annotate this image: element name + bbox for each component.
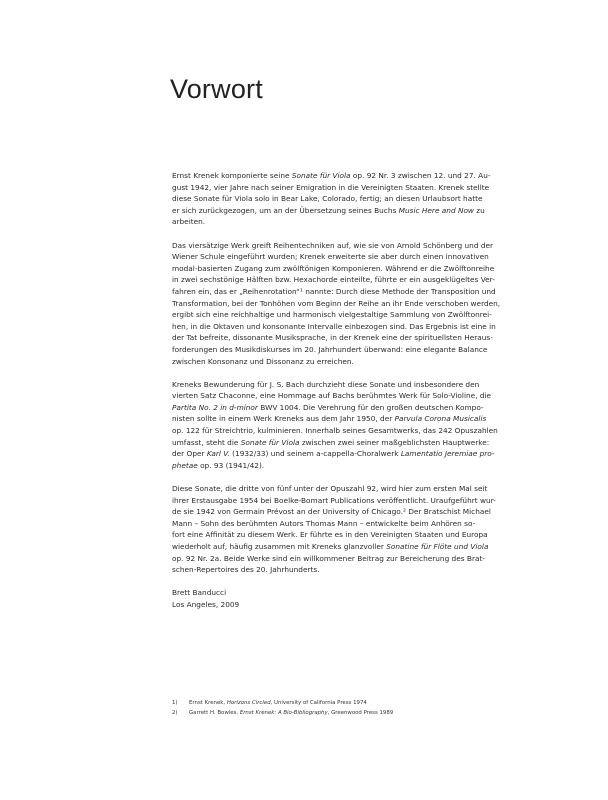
text-segment: gust 1942, vier Jahre nach seiner Emigration in die Vereinigten Staaten. Krenek stellte <box>172 182 490 192</box>
footnote-text: Ernst Krenek, <box>189 700 227 706</box>
text-line <box>172 170 491 182</box>
text-segment: op. 92 Nr. 2a. Beide Werke sind ein willkommener Beitrag zur Bereicherung des Brat- <box>172 553 485 563</box>
text-segment: Das viersätzige Werk greift Reihentechniken auf, wie sie von Arnold Schönberg und der <box>172 240 494 250</box>
text-line <box>172 240 494 252</box>
italic-title: phetae <box>172 460 198 470</box>
text-segment: fahren ein, das er „Reihenrotation“¹ nannte: Durch diese Methode der Transposition und <box>172 286 496 296</box>
text-line <box>172 529 488 541</box>
text-line <box>172 402 484 414</box>
page-title: Vorwort <box>170 74 263 104</box>
footnote-title: Ernst Krenek: A Bio-Bibliography <box>239 710 328 716</box>
paragraph <box>172 379 498 472</box>
text-line <box>172 495 496 507</box>
text-line <box>172 298 501 310</box>
text-segment: schen-Repertoires des 20. Jahrhunderts. <box>172 565 320 575</box>
footnote-text: Garrett H. Bowles, <box>189 710 240 716</box>
text-segment: op. 93 (1941/42). <box>197 460 265 470</box>
paragraph <box>172 170 491 228</box>
text-segment: der Tat befreite, dissonante Musiksprache, in der Krenek eine der spirituellsten Heraus- <box>172 333 493 343</box>
text-segment: er sich zurückgezogen, um an der Übersetzung seines Buchs <box>172 205 399 215</box>
text-segment: fort eine Affinität zu diesem Werk. Er führte es in den Vereinigten Staaten und Europa <box>172 530 488 540</box>
text-line <box>172 182 490 194</box>
italic-title: Karl V. <box>206 449 230 459</box>
text-segment: Transformation, bei der Tonhöhen vom Beginn der Reihe an ihr Ende verschoben werden, <box>172 298 501 308</box>
signature-place-date: Los Angeles, 2009 <box>172 599 240 609</box>
text-line <box>172 413 487 425</box>
text-line <box>172 564 438 576</box>
text-line <box>172 541 489 553</box>
text-line <box>172 193 483 205</box>
text-segment: forderungen des Musikdiskurses im 20. Jahrhundert überwand: eine elegante Balance <box>172 344 488 354</box>
text-line <box>172 356 438 368</box>
text-segment: hen, in die Oktaven und konsonante Intervalle einbezogen sind. Das Ergebnis ist eine in <box>172 321 496 331</box>
text-line <box>172 390 492 402</box>
text-line <box>172 321 496 333</box>
text-segment: in zwei sechstönige Hälften bzw. Hexachorde einteilte, führte er ein ausgeklügeltes Ver- <box>172 275 495 285</box>
paragraph <box>172 483 496 576</box>
text-segment: Wiener Schule eingeführt wurden; Krenek erweiterte sie aber durch einen innovativen <box>172 252 489 262</box>
text-segment: vierten Satz Chaconne, eine Hommage auf Bachs berühmtes Werk für Solo-Violine, die <box>172 391 492 401</box>
text-line <box>172 379 480 391</box>
preface-body <box>172 170 501 611</box>
italic-title: Partita No. 2 in d-minor <box>172 402 258 412</box>
italic-title: Music Here and Now <box>398 205 474 215</box>
footnote-number: 2) <box>172 710 178 716</box>
signature-author: Brett Banducci <box>172 588 227 598</box>
text-segment: zu <box>473 205 485 215</box>
text-line <box>172 251 489 263</box>
text-line <box>172 205 485 217</box>
text-line <box>172 483 488 495</box>
text-segment: BWV 1004. Die Verehrung für den großen deutschen Kompo- <box>257 402 484 412</box>
text-line <box>172 460 438 472</box>
footnotes <box>172 698 393 718</box>
italic-title: Parvula Corona Musicalis <box>394 414 487 424</box>
italic-title: Lamentatio Jeremiae pro- <box>400 449 495 459</box>
text-segment: umfasst, steht die <box>172 437 241 447</box>
text-segment: op. 122 für Streichtrio, kulminieren. Innerhalb seines Gesamtwerks, das 242 Opuszahlen <box>172 426 498 436</box>
text-line <box>172 216 438 228</box>
text-segment: modal-basierten Zugang zum zwölftönigen Komponieren. Während er die Zwölftonreihe <box>172 263 495 273</box>
text-segment: Kreneks Bewunderung für J. S. Bach durchzieht diese Sonate und insbesondere den <box>172 379 480 389</box>
paragraphs <box>172 170 501 576</box>
text-line <box>172 437 490 449</box>
text-line <box>172 274 495 286</box>
signature <box>172 587 438 610</box>
text-line <box>172 448 495 460</box>
text-segment: der Oper <box>172 449 207 459</box>
text-segment: ihrer Erstausgabe 1954 bei Boelke-Bomart Publications veröffentlicht. Uraufgeführt wur- <box>172 495 496 505</box>
footnote <box>172 698 393 708</box>
text-line <box>172 286 496 298</box>
text-segment: wiederholt auf, häufig zusammen mit Kreneks glanzvoller <box>172 542 387 551</box>
text-line <box>172 344 488 356</box>
text-line <box>172 506 491 518</box>
italic-title: Sonatine für Flöte und Viola <box>386 542 489 551</box>
footnote-title: Horizons Circled <box>226 700 271 706</box>
footnote-text: , Greenwood Press 1989 <box>327 710 394 716</box>
text-segment: arbeiten. <box>172 217 206 227</box>
text-segment: Mann – Sohn des berühmten Autors Thomas Mann – entwickelte beim Anhören so- <box>172 518 476 528</box>
text-segment: Ernst Krenek komponierte seine <box>172 171 292 180</box>
text-segment: nisten sollte in einem Werk Kreneks aus dem Jahr 1950, der <box>172 414 395 424</box>
text-line <box>172 553 485 565</box>
text-segment: Diese Sonate, die dritte von fünf unter der Opuszahl 92, wird hier zum ersten Mal seit <box>172 484 488 494</box>
text-line <box>172 309 492 321</box>
text-segment: zwischen zwei seiner maßgeblichsten Hauptwerke: <box>299 437 490 447</box>
paragraph <box>172 240 501 368</box>
text-segment: diese Sonate für Viola solo in Bear Lake, Colorado, fertig; an diesen Urlaubsort hatte <box>172 194 483 204</box>
italic-title: Sonate für Viola <box>240 437 300 447</box>
footnote-text: , University of California Press 1974 <box>270 700 367 706</box>
text-segment: (1932/33) und seinem a-cappella-Choralwerk <box>229 449 401 459</box>
text-segment: op. 92 Nr. 3 zwischen 12. und 27. Au- <box>350 171 491 180</box>
text-segment: de sie 1942 von Germain Prévost an der University of Chicago.² Der Bratschist Michael <box>172 507 491 517</box>
text-line <box>172 425 498 437</box>
text-segment: ergibt sich eine reichhaltige und harmonisch vielgestaltige Sammlung von Zwölftonrei- <box>172 310 492 320</box>
italic-title: Sonate für Viola <box>291 171 351 180</box>
text-segment: zwischen Konsonanz und Dissonanz zu erreichen. <box>172 356 354 366</box>
footnote-number: 1) <box>172 700 178 706</box>
text-line <box>172 263 495 275</box>
footnote <box>172 708 393 718</box>
text-line <box>172 332 493 344</box>
text-line <box>172 518 476 530</box>
